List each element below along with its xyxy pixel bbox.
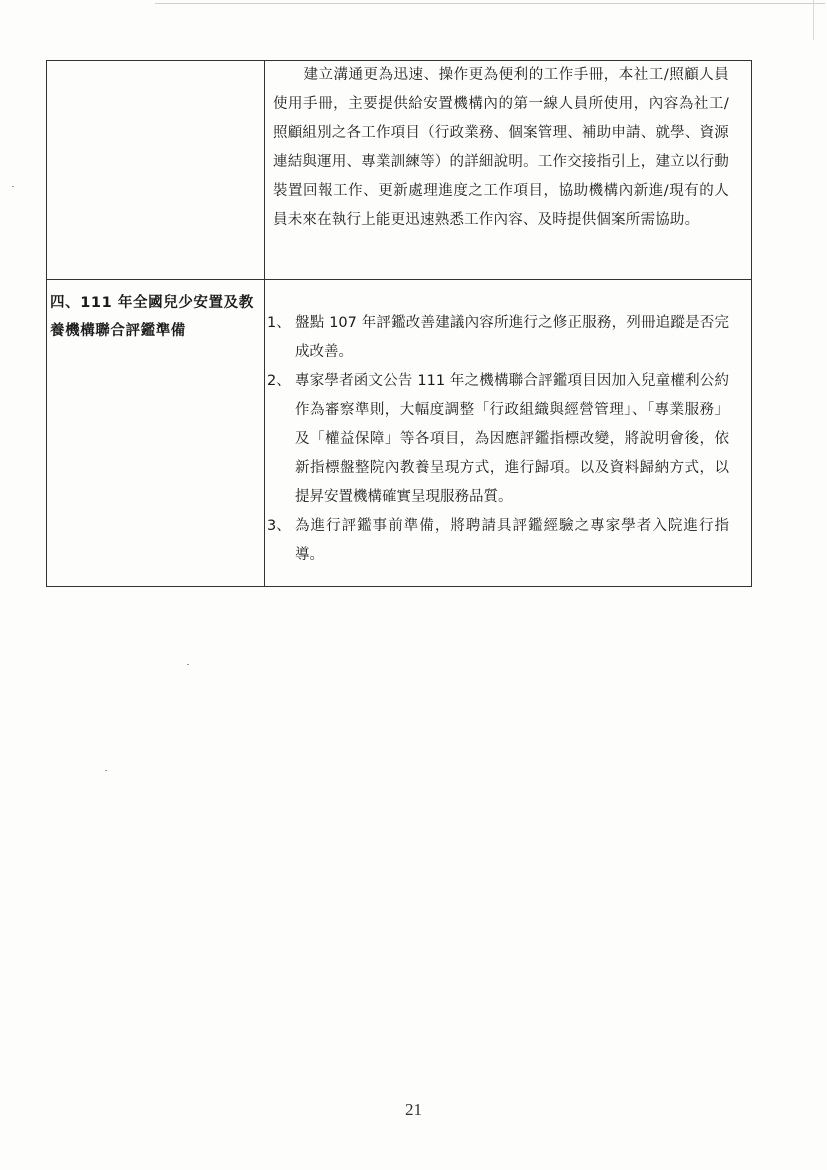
scan-right-edge xyxy=(813,0,814,40)
row2-left-cell xyxy=(47,280,265,587)
row2-right-cell xyxy=(265,280,752,587)
report-table xyxy=(46,60,752,587)
list-item-text: 為進行評鑑事前準備，將聘請具評鑑經驗之專家學者入院進行指導。 xyxy=(295,518,729,563)
scan-speck xyxy=(187,664,189,665)
page-number: 21 xyxy=(405,1100,422,1119)
list-item-number: 2、 xyxy=(267,373,291,389)
list-item xyxy=(265,309,729,367)
manual-description-paragraph: 建立溝通更為迅速、操作更為便利的工作手冊，本社工/照顧人員使用手冊，主要提供給安置機構內的第一線人員所使用，內容為社工/照顧組別之各工作項目（行政業務、個案管理、補助申請、就學、資源連結與運用、專業訓練等）的詳細說明。工作交接指引上，建立以行動裝置回報工作、更新處理進度之工作項目，協助機構內新進/現有的人員未來在執行上能更迅速熟悉工作內容、及時提供個案所需協助。 xyxy=(273,67,729,228)
row1-left-cell xyxy=(47,61,265,280)
list-item-number: 1、 xyxy=(267,315,291,331)
evaluation-prep-list xyxy=(265,280,751,570)
list-item-text: 專家學者函文公告 111 年之機構聯合評鑑項目因加入兒童權利公約作為審察準則，大幅度調整「行政組織與經營管理」、「專業服務」及「權益保障」等各項目，為因應評鑑指標改變，將說明會後，依新指標盤整院內教養呈現方式，進行歸項。以及資料歸納方式，以提昇安置機構確實呈現服務品質。 xyxy=(295,373,729,505)
scan-top-edge xyxy=(155,3,825,4)
scan-speck xyxy=(12,186,14,187)
section-title-evaluation-prep: 四、111 年全國兒少安置及教養機構聯合評鑑準備 xyxy=(50,295,254,339)
list-item xyxy=(265,367,729,512)
table-row xyxy=(47,280,752,587)
list-item-number: 3、 xyxy=(267,518,291,534)
row1-right-cell xyxy=(265,61,752,280)
list-item-text: 盤點 107 年評鑑改善建議內容所進行之修正服務，列冊追蹤是否完成改善。 xyxy=(295,315,729,360)
list-item xyxy=(265,512,729,570)
scan-speck xyxy=(105,770,107,771)
table-row xyxy=(47,61,752,280)
